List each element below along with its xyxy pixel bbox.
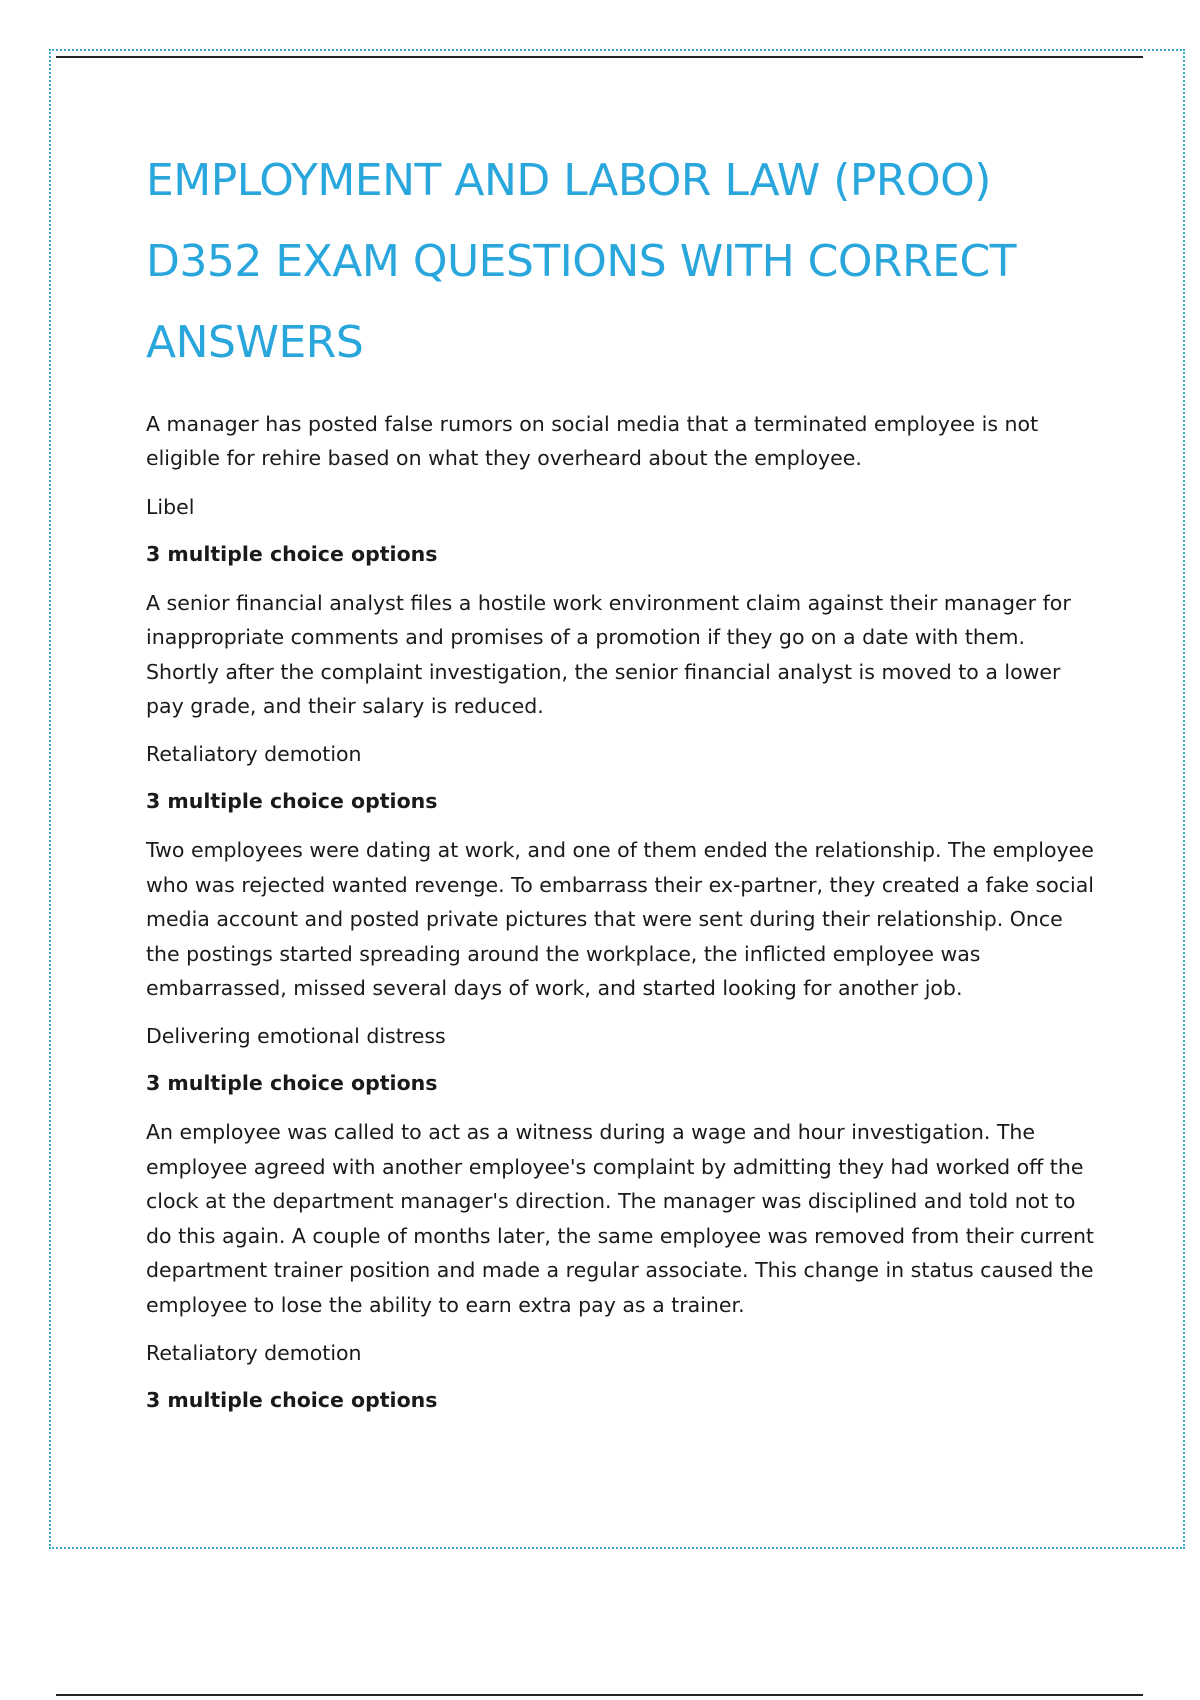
question-text: A senior financial analyst files a hostile work environment claim against their manager for inappropriate comments and promises of a promotion if they go on a date with them. Shortly after the complaint investigation, the senior financial analyst is moved to a lower pay grade, and their salary is reduced. (146, 590, 1071, 719)
options-label: 3 multiple choice options (146, 1071, 438, 1096)
question-text: A manager has posted false rumors on social media that a terminated employee is not eligible for rehire based on what they overheard about the employee. (146, 412, 1039, 471)
options-label: 3 multiple choice options (146, 1387, 438, 1412)
header-rule (56, 56, 1143, 58)
qa-item-3 (146, 833, 1096, 1100)
answer-text: Retaliatory demotion (146, 1340, 362, 1365)
qa-item-1 (146, 407, 1096, 571)
qa-item-2 (146, 586, 1096, 819)
footer-rule (56, 1694, 1143, 1696)
document-title: EMPLOYMENT AND LABOR LAW (PROO) D352 EXAM QUESTIONS WITH CORRECT ANSWERS (146, 155, 1017, 368)
qa-item-4 (146, 1115, 1096, 1416)
question-text: An employee was called to act as a witness during a wage and hour investigation. The employee agreed with another employee's complaint by admitting they had worked off the clock at the department manager's direction. The manager was disciplined and told not to do this again. A couple of months later, the same employee was removed from their current department trainer position and made a regular associate. This change in status caused the employee to lose the ability to earn extra pay as a trainer. (146, 1120, 1094, 1317)
question-text: Two employees were dating at work, and one of them ended the relationship. The employee who was rejected wanted revenge. To embarrass their ex-partner, they created a fake social media account and posted private pictures that were sent during their relationship. Once the postings started spreading around the workplace, the inflicted employee was embarrassed, missed several days of work, and started looking for another job. (146, 838, 1095, 1001)
answer-text: Libel (146, 494, 195, 519)
answer-text: Delivering emotional distress (146, 1024, 446, 1049)
document-body (146, 140, 1096, 1432)
options-label: 3 multiple choice options (146, 541, 438, 566)
answer-text: Retaliatory demotion (146, 742, 362, 767)
options-label: 3 multiple choice options (146, 789, 438, 814)
